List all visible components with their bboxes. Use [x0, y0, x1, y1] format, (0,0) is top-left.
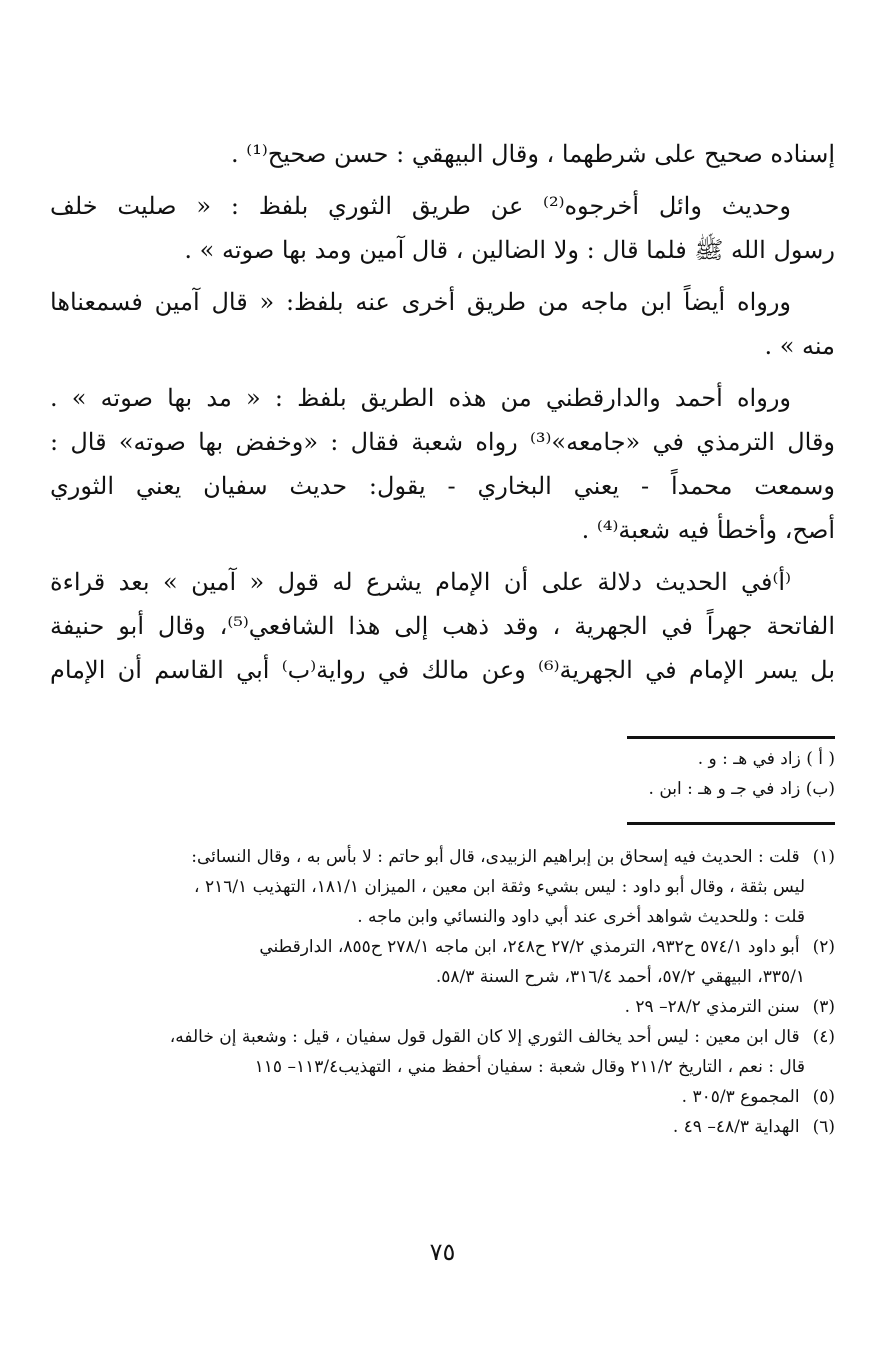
footnote: [50, 842, 835, 872]
footnotes-divider: [627, 822, 835, 825]
main-text: [50, 132, 835, 692]
footnote: [50, 1082, 835, 1112]
footnote-line: ٣٣٥/١، البيهقي ٥٧/٢، أحمد ٣١٦/٤، شرح السنة ٥٨/٣.: [435, 967, 805, 987]
variant-notes: [50, 744, 835, 804]
footnote-line: ليس بثقة ، وقال أبو داود : ليس بشيء وثقة ابن معين ، الميزان ١٨١/١، التهذيب ٢١٦/١ ،: [194, 877, 805, 897]
footnote-text: المجموع ٣٠٥/٣ .: [681, 1087, 800, 1107]
main-line: ورواه أيضاً ابن ماجه من طريق أخرى عنه بلفظ: « قال آمين فسمعناها: [50, 288, 791, 316]
main-line: ⁽أ⁾في الحديث دلالة على أن الإمام يشرع له قول « آمين » بعد قراءة: [50, 568, 791, 596]
main-line: وحديث وائل أخرجوه⁽²⁾ عن طريق الثوري بلفظ : « صليت خلف: [50, 192, 791, 220]
main-line: إسناده صحيح على شرطهما ، وقال البيهقي : حسن صحيح⁽¹⁾ .: [231, 140, 835, 168]
footnote-number: (١): [812, 847, 835, 867]
variant-notes-divider: [627, 736, 835, 739]
page-number: ٧٥: [429, 1238, 456, 1266]
footnote-line: قلت : وللحديث شواهد أخرى عند أبي داود والنسائي وابن ماجه .: [357, 907, 805, 927]
main-line: وسمعت محمداً - يعني البخاري - يقول: حديث سفيان يعني الثوري: [50, 472, 835, 500]
footnote-number: (٦): [812, 1117, 835, 1137]
footnotes: [50, 842, 835, 1142]
main-line: ورواه أحمد والدارقطني من هذه الطريق بلفظ : « مد بها صوته » .: [50, 384, 791, 412]
footnote-line: قال : نعم ، التاريخ ٢١١/٢ وقال شعبة : سفيان أحفظ مني ، التهذيب١١٣/٤– ١١٥: [254, 1057, 805, 1077]
footnote: [50, 1022, 835, 1052]
main-line: الفاتحة جهراً في الجهرية ، وقد ذهب إلى هذا الشافعي⁽⁵⁾، وقال أبو حنيفة: [50, 612, 835, 640]
main-line: رسول الله ﷺ فلما قال : ولا الضالين ، قال آمين ومد بها صوته » .: [184, 236, 835, 264]
footnote-number: (٥): [812, 1087, 835, 1107]
footnote: [50, 1112, 835, 1142]
footnote-text: قال ابن معين : ليس أحد يخالف الثوري إلا كان القول قول سفيان ، قيل : وشعبة إن خالفه،: [169, 1027, 800, 1047]
main-line: بل يسر الإمام في الجهرية⁽⁶⁾ وعن مالك في رواية⁽ب⁾ أبي القاسم أن الإمام: [50, 656, 836, 684]
main-line: أصح، وأخطأ فيه شعبة⁽⁴⁾ .: [581, 516, 835, 544]
variant-note: (ب) زاد في جـ و هـ : ابن .: [648, 779, 835, 799]
footnote-text: قلت : الحديث فيه إسحاق بن إبراهيم الزبيدى، قال أبو حاتم : لا بأس به ، وقال النسائى:: [191, 847, 800, 867]
main-line: وقال الترمذي في «جامعه»⁽³⁾ رواه شعبة فقال : «وخفض بها صوته» قال :: [50, 428, 836, 456]
footnote-text: أبو داود ٥٧٤/١ ح٩٣٢، الترمذي ٢٧/٢ ح٢٤٨، ابن ماجه ٢٧٨/١ ح٨٥٥، الدارقطني: [259, 937, 800, 957]
footnote: [50, 932, 835, 962]
footnote-text: سنن الترمذي ٢٨/٢– ٢٩ .: [624, 997, 800, 1017]
footnote-number: (٢): [812, 937, 835, 957]
footnote: [50, 992, 835, 1022]
main-line: منه » .: [764, 332, 835, 360]
footnote-number: (٤): [812, 1027, 835, 1047]
variant-note: ( أ ) زاد في هـ : و .: [697, 749, 835, 769]
footnote-text: الهداية ٤٨/٣– ٤٩ .: [672, 1117, 800, 1137]
footnote-number: (٣): [812, 997, 835, 1017]
